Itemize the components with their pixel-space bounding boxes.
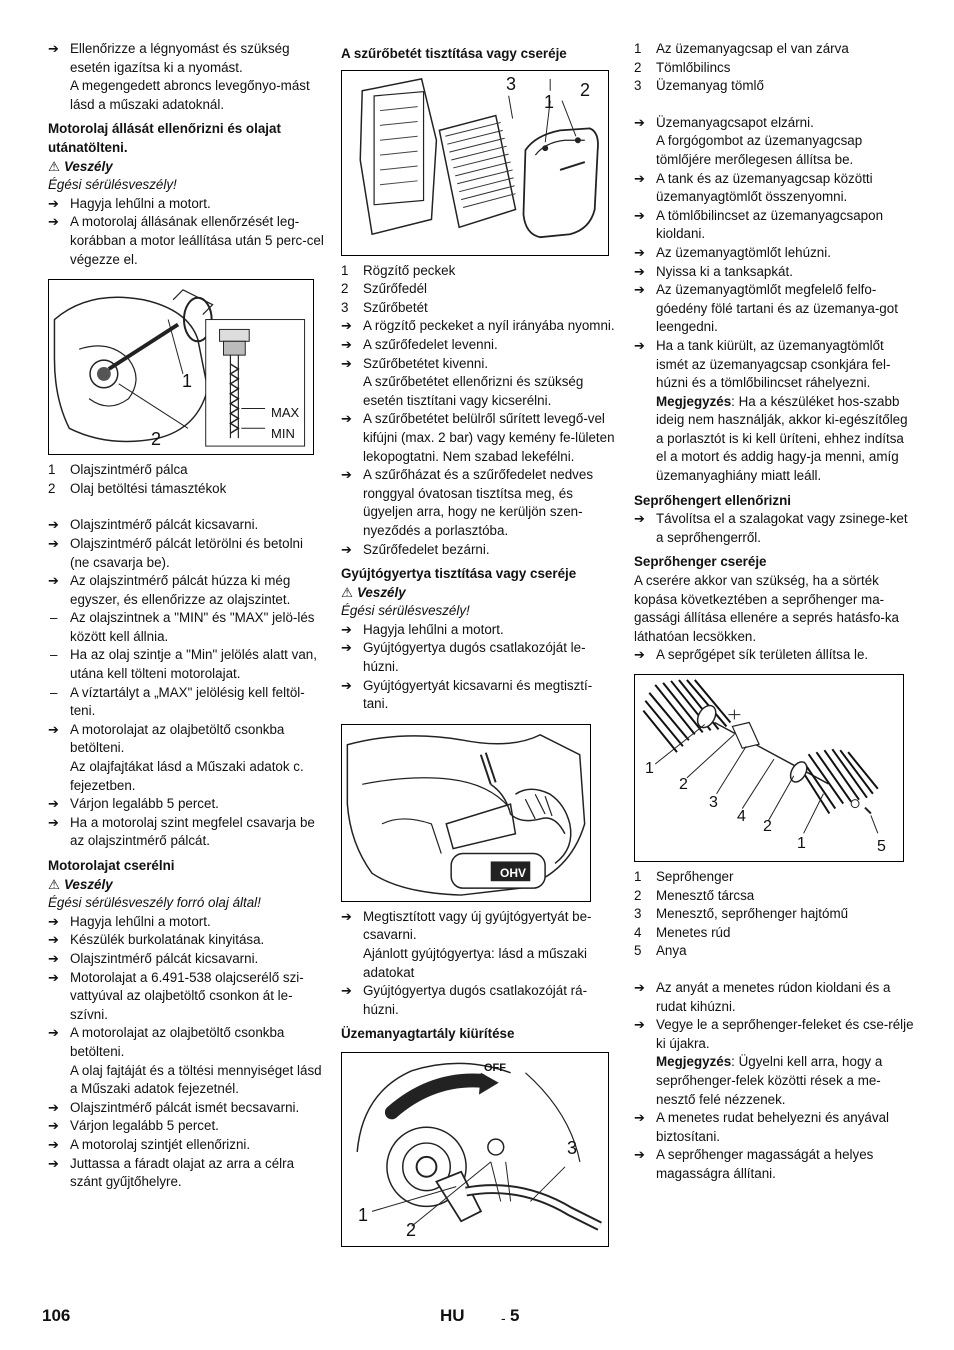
figure-spark-plug: [341, 724, 591, 902]
legend-item: 3 Szűrőbetét: [341, 299, 428, 315]
section-heading-oil-check: Motorolaj állását ellenőrizni és olajat utánatölteni.: [48, 121, 281, 155]
step: ➔ A rögzítő peckeket a nyíl irányába nyomni.: [341, 317, 616, 336]
step: ➔ Az anyát a menetes rúdon kioldani és a rudat kihúzni.: [634, 979, 914, 1016]
footer-separator: -: [501, 1310, 506, 1326]
step: ➔ A seprőgépet sík területen állítsa le.: [634, 646, 914, 665]
warning-text: Égési sérülésveszély!: [48, 177, 177, 193]
step: ➔ Juttassa a fáradt olajat az arra a célra szánt gyűjtőhelyre.: [48, 1155, 326, 1192]
step: ➔ Gyújtógyertyát kicsavarni és megtisztí-tani.: [341, 677, 616, 714]
step: ➔ Gyújtógyertya dugós csatlakozóját rá-húzni.: [341, 982, 616, 1019]
paragraph: A cserére akkor van szükség, ha a sörték kopása következtében a seprőhenger ma-gassági állítása ellenére a seprés hatásfo-ka láthatóan lecsökken.: [634, 573, 899, 644]
ohv-label: OHV: [500, 865, 527, 880]
figure-oil-dipstick: [48, 279, 314, 455]
step: ➔ Az olajszintmérő pálcát húzza ki még egyszer, és ellenőrizze az olajszintet.: [48, 572, 326, 609]
legend-item: 2 Szűrőfedél: [341, 281, 428, 297]
note: Megjegyzés: Ügyelni kell arra, hogy a seprőhenger-felek közötti rések a me-nesztő felé nézzenek.: [656, 1054, 883, 1107]
callout-2: 2: [679, 776, 688, 793]
legend-item: 3 Menesztő, seprőhenger hajtómű: [634, 906, 849, 922]
legend-item: 2 Menesztő tárcsa: [634, 887, 755, 903]
callout-2: 2: [406, 1220, 417, 1240]
callout-2: 2: [580, 79, 591, 100]
step: ➔ A szűrőházat és a szűrőfedelet nedves ronggyal óvatosan tisztítsa meg, és ügyeljen arra, hogy ne kerüljön szen-nyeződés a porlasztóba.: [341, 466, 616, 540]
step: ➔ Hagyja lehűlni a motort.: [341, 621, 616, 640]
step: ➔ A menetes rudat behelyezni és anyával biztosítani.: [634, 1109, 914, 1146]
callout-2: 2: [151, 429, 162, 450]
step: ➔ Nyissa ki a tanksapkát.: [634, 263, 914, 282]
step: ➔ Vegye le a seprőhenger-feleket és cse-rélje ki újakra.: [634, 1016, 914, 1053]
note: A olaj fajtáját és a töltési mennyiséget lásd a Műszaki adatok fejezetnél.: [70, 1062, 322, 1097]
note: Megjegyzés: Ha a készüléket hos-szabb ideig nem használják, akkor ki-egészítőleg a porlasztót is ki kell üríteni, ehhez indítsa el a motort és addig hagy-ja menni, amíg üzemanyaghiány miatt leáll.: [656, 393, 908, 484]
step: ➔ Az üzemanyagtömlőt lehúzni.: [634, 244, 914, 263]
callout-4: 4: [737, 808, 746, 825]
callout-5: 5: [877, 838, 886, 855]
legend-item: 1 Az üzemanyagcsap el van zárva: [634, 41, 849, 56]
legend-item: 3 Üzemanyag tömlő: [634, 78, 764, 94]
note: Az olajfajtákat lásd a Műszaki adatok c. fejezetben.: [70, 759, 304, 793]
note: A forgógombot az üzemanyagcsap tömlőjére merőlegesen állítsa be.: [656, 133, 863, 167]
warning-text: Égési sérülésveszély!: [341, 603, 470, 619]
step: ➔ Ha a tank kiürült, az üzemanyagtömlőt ismét az üzemanyagcsap csonkjára fel-húzni és a tömlőbilincset ráhelyezni.: [634, 337, 914, 393]
danger-warning: ⚠ Veszély: [341, 584, 616, 603]
note: A szűrőbetétet ellenőrizni és szükség esetén tisztítani vagy kicserélni.: [363, 374, 584, 408]
callout-1: 1: [182, 371, 193, 392]
section-heading-brush-check: Seprőhengert ellenőrizni: [634, 492, 791, 508]
column-middle: [341, 40, 616, 1253]
step: ➔ Ha a motorolaj szint megfelel csavarja be az olajszintmérő pálcát.: [48, 814, 326, 851]
step: ➔ Távolítsa el a szalagokat vagy zsinege-ket a seprőhengerről.: [634, 510, 914, 547]
figure-roller-brush: [634, 674, 904, 862]
callout-1: 1: [358, 1205, 369, 1225]
callout-3: 3: [709, 794, 718, 811]
legend-item: 2 Tömlőbilincs: [634, 59, 731, 75]
step: ➔ Megtisztított vagy új gyújtógyertyát be-csavarni.: [341, 908, 616, 945]
step: ➔ Az üzemanyagtömlőt megfelelő felfo-góedény fölé tartani és az üzemanya-got leengedni.: [634, 281, 914, 337]
column-left: [48, 40, 326, 1192]
step: ➔ Ellenőrizze a légnyomást és szükség esetén igazítsa ki a nyomást.: [48, 40, 326, 77]
step: ➔ A motorolaj állásának ellenőrzését leg-korábban a motor leállítása után 5 perc-cel végezze el.: [48, 213, 326, 269]
language-code: HU: [440, 1306, 465, 1325]
step: ➔ Üzemanyagcsapot elzárni.: [634, 114, 914, 133]
step: ➔ A seprőhenger magasságát a helyes magasságra állítani.: [634, 1146, 914, 1183]
step: ➔ A motorolaj szintjét ellenőrizni.: [48, 1136, 326, 1155]
off-label: OFF: [484, 1062, 506, 1074]
callout-1b: 1: [797, 835, 806, 852]
section-heading-brush-replace: Seprőhenger cseréje: [634, 554, 767, 570]
section-heading-spark-plug: Gyújtógyertya tisztítása vagy cseréje: [341, 566, 577, 582]
step: ➔ A tömlőbilincset az üzemanyagcsapon kioldani.: [634, 207, 914, 244]
section-heading-filter: A szűrőbetét tisztítása vagy cseréje: [341, 46, 567, 61]
legend-item: 1 Rögzítő peckek: [341, 262, 456, 278]
callout-1: 1: [544, 91, 555, 112]
legend-item: 1 Seprőhenger: [634, 869, 734, 884]
warning-triangle-icon: ⚠: [341, 584, 354, 600]
step: ➔ A tank és az üzemanyagcsap közötti üzemanyagtömlőt összenyomni.: [634, 170, 914, 207]
step: ➔ A motorolajat az olajbetöltő csonkba betölteni.: [48, 721, 326, 758]
step: ➔ A motorolajat az olajbetöltő csonkba betölteni.: [48, 1024, 326, 1061]
warning-text: Égési sérülésveszély forró olaj által!: [48, 895, 261, 911]
warning-triangle-icon: ⚠: [48, 158, 61, 174]
page-number: 106: [42, 1306, 71, 1325]
legend-item: 5 Anya: [634, 943, 687, 959]
section-heading-fuel-tank: Üzemanyagtartály kiürítése: [341, 1026, 515, 1042]
warning-triangle-icon: ⚠: [48, 876, 61, 892]
step: ➔ Olajszintmérő pálcát kicsavarni.: [48, 950, 326, 969]
min-label: MIN: [271, 426, 295, 442]
step: ➔ Szűrőfedelet bezárni.: [341, 541, 616, 560]
step: ➔ Gyújtógyertya dugós csatlakozóját le-húzni.: [341, 639, 616, 676]
danger-warning: ⚠ Veszély: [48, 876, 326, 895]
step: ➔ Készülék burkolatának kinyitása.: [48, 931, 326, 950]
step: ➔ Várjon legalább 5 percet.: [48, 795, 326, 814]
step: ➔ Hagyja lehűlni a motort.: [48, 195, 326, 214]
sub-item: – Az olajszintnek a "MIN" és "MAX" jelö-lés között kell állnia.: [48, 609, 326, 646]
step: ➔ Olajszintmérő pálcát letörölni és betolni (ne csavarja be).: [48, 535, 326, 572]
step: ➔ Motorolajat a 6.491-538 olajcserélő szi-vattyúval az olajbetöltő csonkon át le-szívni.: [48, 969, 326, 1025]
max-label: MAX: [271, 405, 300, 421]
legend-item: 4 Menetes rúd: [634, 924, 731, 940]
step: ➔ Hagyja lehűlni a motort.: [48, 913, 326, 932]
section-heading-oil-change: Motorolajat cserélni: [48, 858, 175, 873]
column-right: [634, 40, 914, 1184]
step: ➔ Szűrőbetétet kivenni.: [341, 355, 616, 374]
figure-fuel-valve: [341, 1052, 609, 1247]
legend-item: 1 Olajszintmérő pálca: [48, 462, 188, 478]
sub-item: – Ha az olaj szintje a "Min" jelölés alatt van, utána kell tölteni motorolajat.: [48, 646, 326, 683]
figure-air-filter: [341, 70, 609, 256]
step: ➔ A szűrőfedelet levenni.: [341, 336, 616, 355]
note: A megengedett abroncs levegőnyo-mást lásd a műszaki adatoknál.: [70, 78, 310, 112]
sub-item: – A víztartályt a „MAX" jelölésig kell feltöl-teni.: [48, 684, 326, 721]
danger-warning: ⚠ Veszély: [48, 158, 326, 177]
callout-3: 3: [506, 73, 517, 94]
section-page-number: 5: [510, 1306, 520, 1325]
callout-2b: 2: [763, 818, 772, 835]
step: ➔ Várjon legalább 5 percet.: [48, 1117, 326, 1136]
legend-item: 2 Olaj betöltési támasztékok: [48, 480, 227, 496]
callout-1: 1: [645, 760, 654, 777]
step: ➔ Olajszintmérő pálcát ismét becsavarni.: [48, 1099, 326, 1118]
step: ➔ Olajszintmérő pálcát kicsavarni.: [48, 516, 326, 535]
note: Ajánlott gyújtógyertya: lásd a műszaki adatokat: [363, 946, 588, 980]
step: ➔ A szűrőbetétet belülről sűrített levegő-vel kifújni (max. 2 bar) vagy kemény fe-lületen lekopogtatni. Nem szabad lekefélni.: [341, 410, 616, 466]
callout-3: 3: [567, 1138, 578, 1158]
